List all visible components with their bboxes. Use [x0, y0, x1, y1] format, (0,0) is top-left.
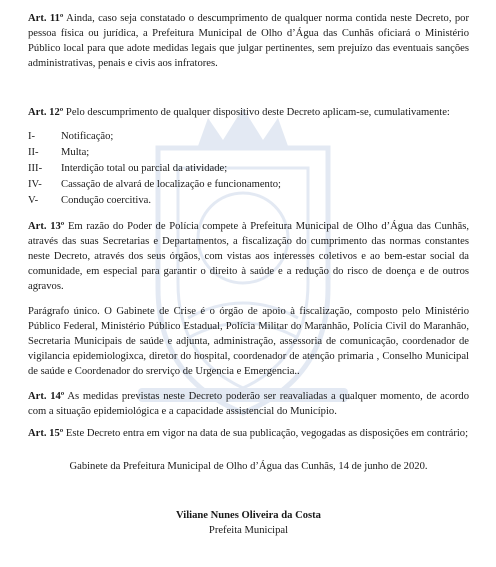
- list-item-text: Condução coercitiva.: [61, 195, 152, 206]
- article-14: [28, 389, 469, 419]
- article-15: [28, 426, 469, 441]
- list-item: [28, 193, 469, 209]
- article-15-text: Este Decreto entra em vigor na data de sua publicação, vegogadas as disposições em contrário;: [63, 428, 469, 439]
- article-13-label: Art. 13º: [28, 221, 65, 232]
- closing-line: Gabinete da Prefeitura Municipal de Olho d’Água das Cunhãs, 14 de junho de 2020.: [69, 461, 428, 472]
- decree-page: [28, 11, 469, 538]
- list-item: [28, 145, 469, 161]
- list-item-number: III-: [28, 163, 43, 174]
- signature-name: Viliane Nunes Oliveira da Costa: [176, 510, 321, 521]
- article-13-text: Em razão do Poder de Polícia compete à Prefeitura Municipal de Olho d’Água das Cunhãs, através das suas Secretarias e Departamentos, a fiscalização do cumprimento das normas constantes neste Decreto, através dos seus órgãos, com vistas aos interesses coletivos e ao bem-estar social da comunidade, em especial para garantir o direito à saúde e a redução do risco de doença e de outros agravos.: [28, 221, 469, 292]
- list-item-text: Notificação;: [61, 131, 114, 142]
- paragraph-unico: Parágrafo único. O Gabinete de Crise é o órgão de apoio à fiscalização, composto pelo Ministério Público Federal, Ministério Público Estadual, Polícia Militar do Maranhão, Polícia Civil do Maranhão, Secretaria Municipais de saúde e adjunta, administração, assessoria de comunicação, coordenador de vigilancia epidemiologixca, diretor do hospital, coordenador de atenção primaria , Conselho Municipal de saúde e Coordenador do srerviço de Urgencia e Emergencia..: [28, 306, 469, 377]
- article-12-label: Art. 12º: [28, 107, 64, 118]
- article-11: [28, 11, 469, 71]
- article-14-label: Art. 14º: [28, 391, 65, 402]
- penalties-list: [28, 129, 469, 209]
- article-11-text: Ainda, caso seja constatado o descumprimento de qualquer norma contida neste Decreto, por pessoa física ou jurídica, a Prefeitura Municipal de Olho d’Água das Cunhãs oficiará o Ministério Público local para que adote medidas legais que julgar pertinentes, sem prejuízo das eventuais sanções administrativas, penais e civis aos infratores.: [28, 13, 469, 69]
- list-item-number: IV-: [28, 179, 42, 190]
- list-item: [28, 177, 469, 193]
- article-14-text: As medidas previstas neste Decreto poderão ser reavaliadas a qualquer momento, de acordo com a situação epidemiológica e a capacidade assistencial do Município.: [28, 391, 469, 417]
- list-item-text: Cassação de alvará de localização e funcionamento;: [61, 179, 282, 190]
- article-13: [28, 219, 469, 294]
- list-item: [28, 161, 469, 177]
- list-item-number: V-: [28, 195, 39, 206]
- list-item-number: II-: [28, 147, 39, 158]
- list-item-text: Interdição total ou parcial da atividade;: [61, 163, 228, 174]
- list-item-text: Multa;: [61, 147, 90, 158]
- article-11-label: Art. 11º: [28, 13, 64, 24]
- list-item: [28, 129, 469, 145]
- article-12: [28, 105, 469, 120]
- article-12-text: Pelo descumprimento de qualquer dispositivo deste Decreto aplicam-se, cumulativamente:: [63, 107, 450, 118]
- signature-title: Prefeita Municipal: [208, 525, 289, 536]
- article-15-label: Art. 15º: [28, 428, 64, 439]
- list-item-number: I-: [28, 131, 36, 142]
